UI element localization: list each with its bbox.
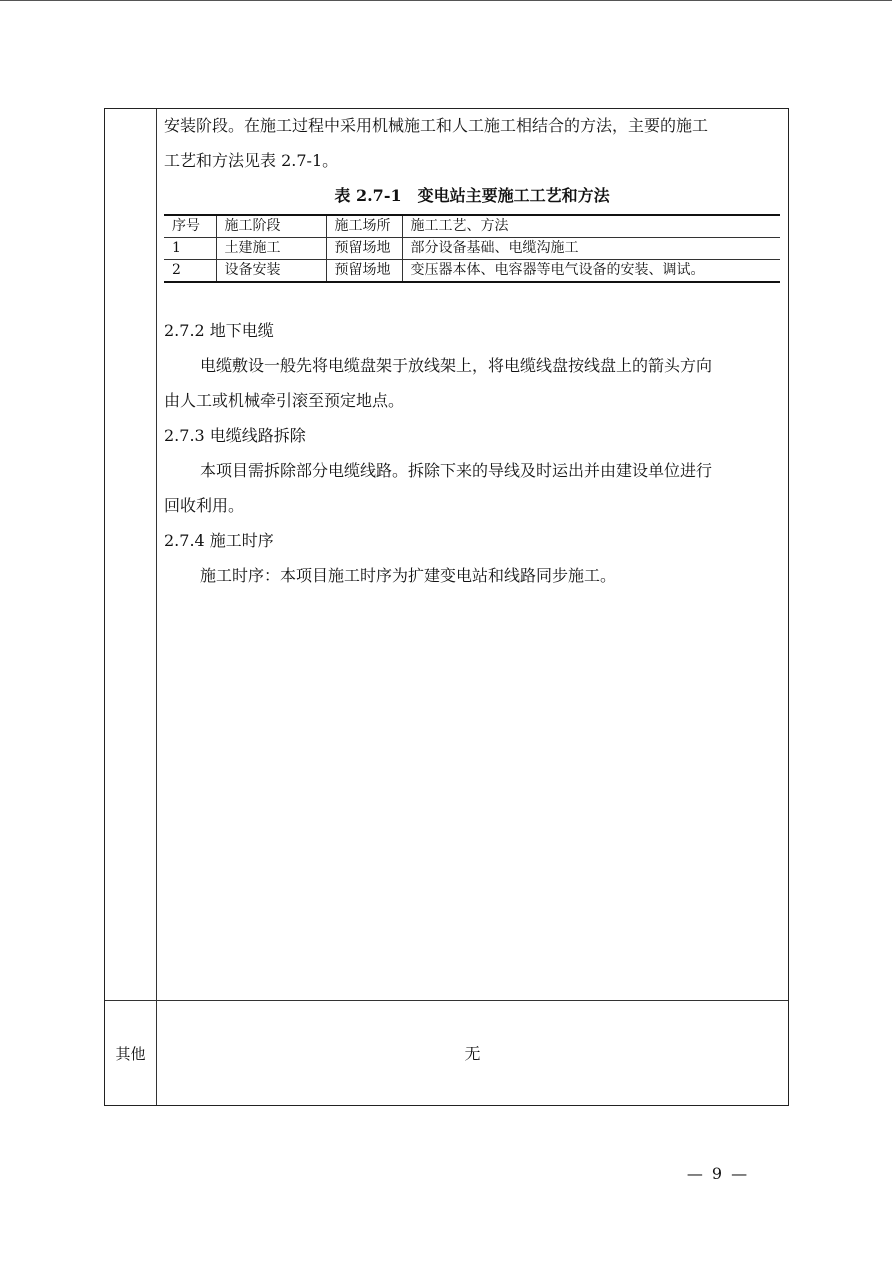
page-number: — 9 — <box>686 1164 750 1183</box>
section-heading-2-7-4: 2.7.4 施工时序 <box>164 531 274 550</box>
table-cell: 部分设备基础、电缆沟施工 <box>402 238 780 260</box>
table-header-cell: 施工阶段 <box>216 215 326 238</box>
paragraph-2-7-3-line-1: 本项目需拆除部分电缆线路。拆除下来的导线及时运出并由建设单位进行 <box>200 461 713 480</box>
paragraph-2-7-2-line-1: 电缆敷设一般先将电缆盘架于放线架上，将电缆线盘按线盘上的箭头方向 <box>200 356 713 375</box>
paragraph-2-7-4-line-1: 施工时序：本项目施工时序为扩建变电站和线路同步施工。 <box>200 566 617 585</box>
table-cell: 预留场地 <box>326 238 402 260</box>
table-header-row <box>164 215 780 238</box>
table-header-cell: 施工场所 <box>326 215 402 238</box>
table-header-cell: 序号 <box>164 215 216 238</box>
other-row-label: 其他 <box>115 1045 146 1063</box>
table-cell: 1 <box>164 238 216 260</box>
table-cell: 设备安装 <box>216 260 326 283</box>
table-header-cell: 施工工艺、方法 <box>402 215 780 238</box>
intro-paragraph-line-2: 工艺和方法见表 2.7-1。 <box>164 151 339 170</box>
section-heading-2-7-3: 2.7.3 电缆线路拆除 <box>164 426 306 445</box>
construction-process-table <box>164 214 780 283</box>
intro-paragraph-line-1: 安装阶段。在施工过程中采用机械施工和人工施工相结合的方法，主要的施工 <box>164 116 709 135</box>
other-row-value: 无 <box>464 1044 481 1063</box>
column-divider <box>156 109 157 1105</box>
table-cell: 变压器本体、电容器等电气设备的安装、调试。 <box>402 260 780 283</box>
row-divider <box>105 1000 788 1001</box>
table-caption: 表 2.7-1 变电站主要施工工艺和方法 <box>334 186 610 205</box>
main-content <box>164 108 780 593</box>
paragraph-2-7-2-line-2: 由人工或机械牵引滚至预定地点。 <box>164 391 405 410</box>
table-row <box>164 260 780 283</box>
page-top-border <box>0 0 892 1</box>
table-cell: 预留场地 <box>326 260 402 283</box>
section-heading-2-7-2: 2.7.2 地下电缆 <box>164 321 274 340</box>
table-cell: 2 <box>172 262 181 278</box>
table-cell: 土建施工 <box>216 238 326 260</box>
table-row <box>164 238 780 260</box>
paragraph-2-7-3-line-2: 回收利用。 <box>164 496 245 515</box>
